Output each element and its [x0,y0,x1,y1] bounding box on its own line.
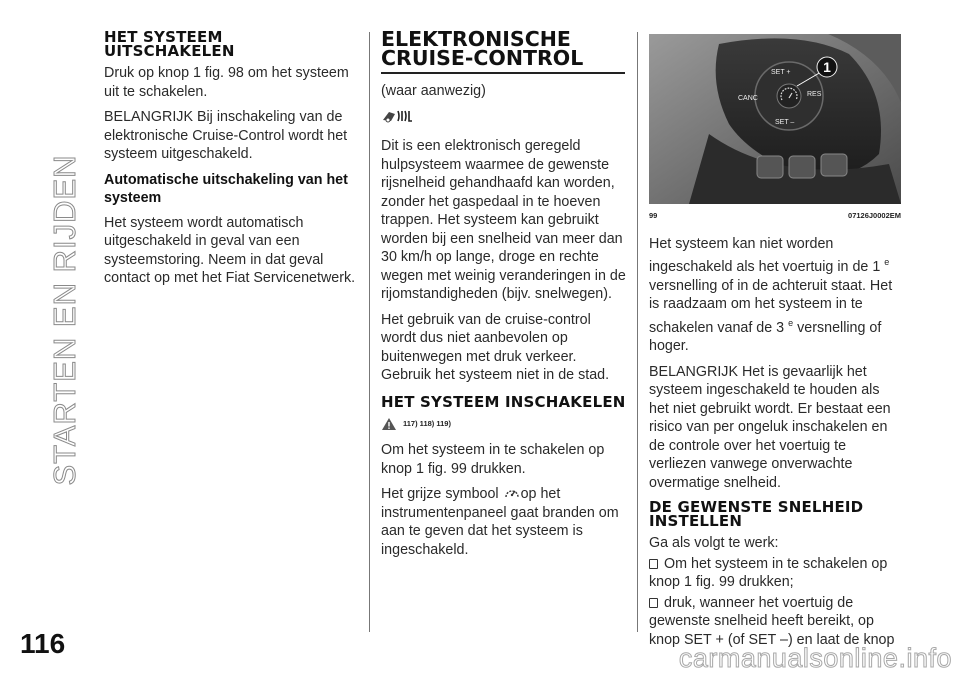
figure-label-res: RES [807,91,822,98]
paragraph: Druk op knop 1 fig. 98 om het systeem uit te schakelen. [104,65,349,100]
heading-systeem-uitschakelen: HET SYSTEEM UITSCHAKELEN [104,28,235,60]
cruise-control-symbol-icon [504,486,520,500]
heading-gewenste-snelheid: DE GEWENSTE SNELHEID INSTELLEN [649,498,864,530]
column-3 [649,34,901,656]
heading-elektronische-cruise-control: ELEKTRONISCHE CRUISE-CONTROL [381,27,584,70]
cruise-control-optional-icon [381,108,627,130]
warning-refs: 117) 118) 119) [403,418,451,428]
heading-systeem-inschakelen: HET SYSTEEM INSCHAKELEN [381,392,626,411]
figure-label-canc: CANC [738,95,758,102]
paragraph: Het systeem kan niet worden ingeschakeld als het voertuig in de 1 $^e$ versnelling of in de achteruit staat. Het is raadzaam om het systeem in te schakelen vanaf de 3 $^e$ versnelling of hoger. [649,235,893,354]
paragraph: Het systeem wordt automatisch uitgeschakeld in geval van een systeemstoring. Neem in dat geval contact op met het Fiat Servicenetwerk. [104,214,356,286]
subheading-automatische-uitschakeling: Automatische uitschakeling van het systeem [104,171,348,206]
figure-code: 07126J0002EM [848,211,901,220]
page-number: 116 [20,628,66,659]
warning-triangle-icon [381,417,397,431]
steering-wheel-figure [649,34,901,204]
figure-label-set-minus: SET – [775,119,795,126]
section-side-title: STARTEN EN RIJDEN [47,154,82,486]
watermark: carmanualsonline.info [678,643,952,673]
figure-callout-1: 1 [823,59,831,75]
figure-number: 99 [649,211,658,220]
paragraph: BELANGRIJK Het is gevaarlijk het systeem ingeschakeld te houden als het niet gebruikt wordt. Er bestaat een risico van per ongeluk inschakelen en de controle over het voertuig te verliezen vanwege onverwachte overmatige snelheid. [649,363,891,491]
paragraph: Om het systeem in te schakelen op knop 1 fig. 99 drukken. [381,442,605,477]
paragraph: Dit is een elektronisch geregeld hulpsysteem waarmee de gewenste rijsnelheid gehandhaafd kan worden, zonder het gaspedaal in te hoeven trappen. Het systeem kan gebruikt worden bij een snelheid van meer dan 30 km/h op lange, droge en rechte wegen met weinig veranderingen in de rijomstandigheden (bijv. snelwegen). [381,138,626,302]
column-2 [381,27,627,566]
column-divider [637,32,638,632]
checkbox-bullet-icon [649,559,658,569]
heading-rule [381,72,625,74]
paragraph: Ga als volgt te werk: [649,535,779,551]
paragraph: BELANGRIJK Bij inschakeling van de elektronische Cruise-Control wordt het systeem uitgeschakeld. [104,109,348,162]
figure-caption [649,207,901,226]
figure-label-set-plus: SET + [771,69,791,76]
list-item: Om het systeem in te schakelen op knop 1 fig. 99 drukken; [649,555,888,590]
column-1 [104,30,356,295]
paragraph: Het grijze symbool op het instrumentenpaneel gaat branden om aan te geven dat het systeem is ingeschakeld. [381,486,619,558]
paragraph: Het gebruik van de cruise-control wordt dus niet aanbevolen op buitenwegen met druk verkeer. Gebruik het systeem niet in de stad. [381,311,610,383]
checkbox-bullet-icon [649,598,658,608]
availability-note: (waar aanwezig) [381,83,486,99]
column-divider [369,32,370,632]
warning-reference-row [381,415,627,434]
list-item: druk, wanneer het voertuig de gewenste snelheid heeft bereikt, op knop SET + (of SET –) en laat de knop [649,594,895,648]
